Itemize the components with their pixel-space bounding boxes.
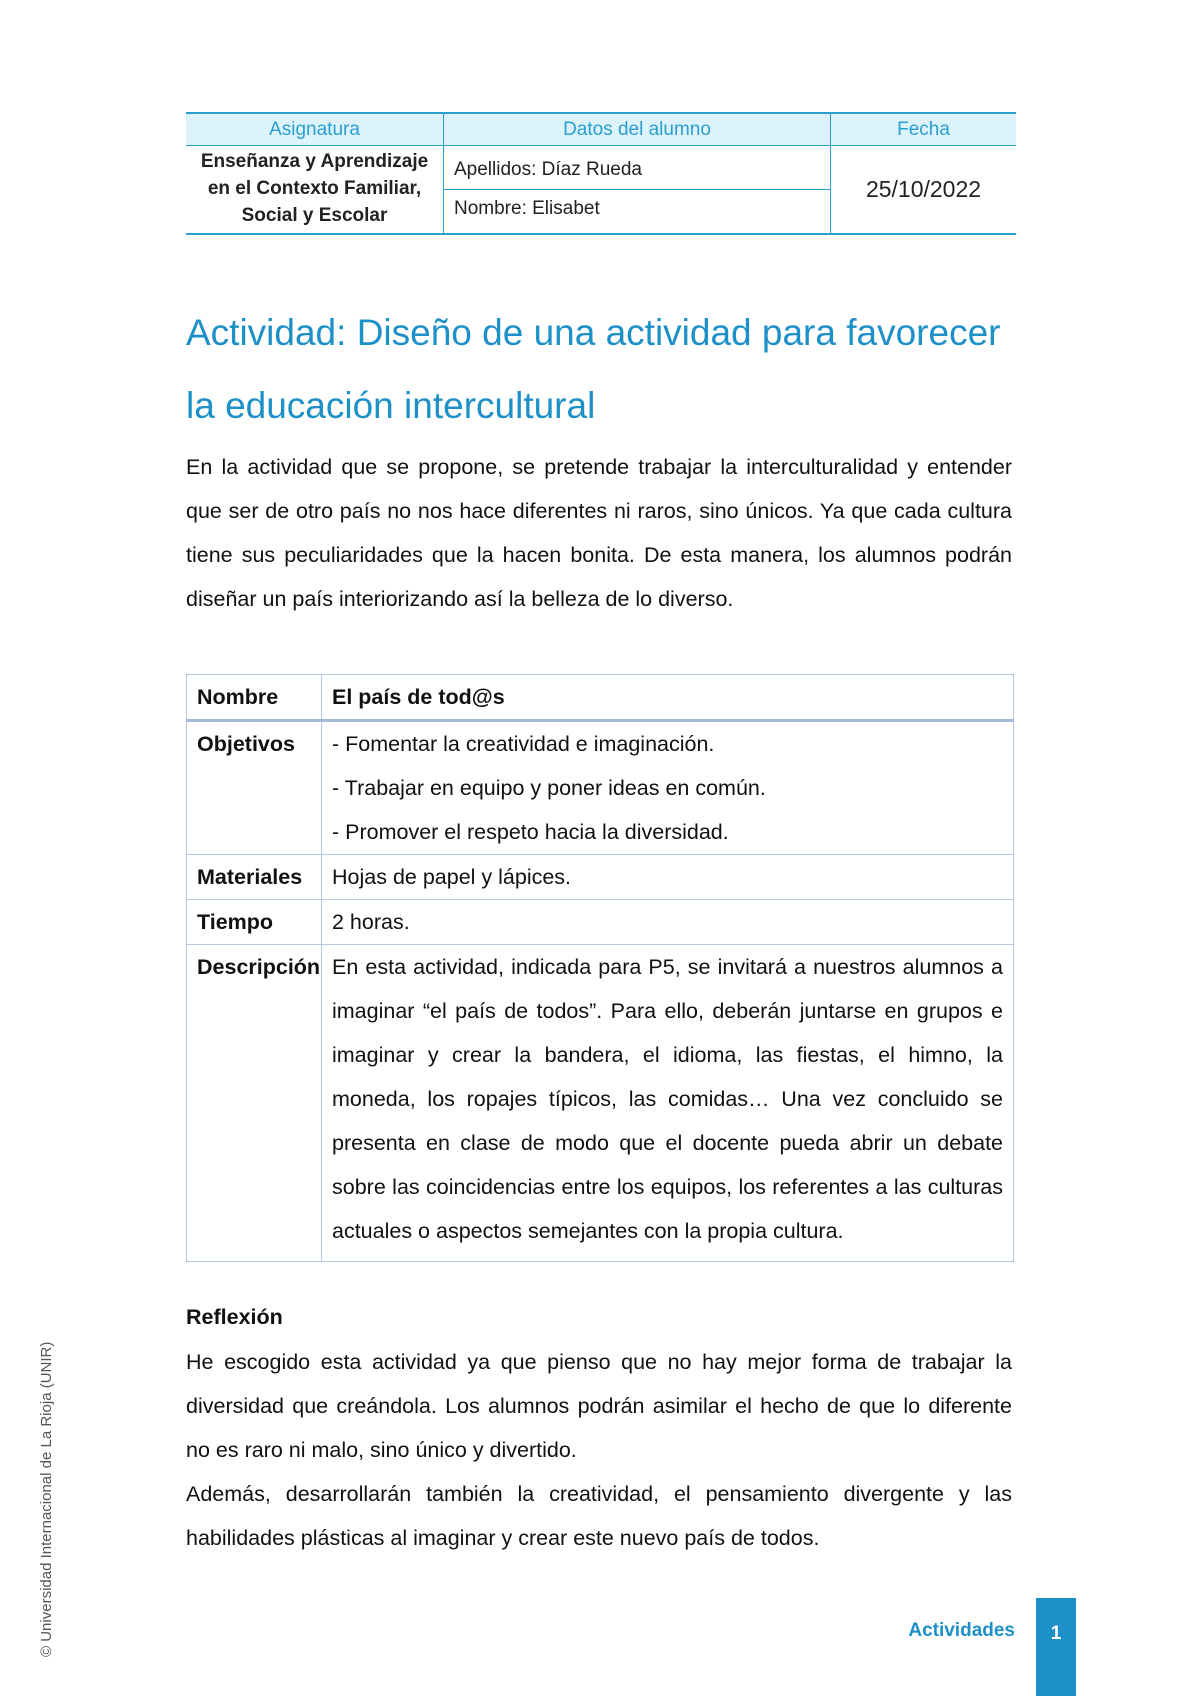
name-value: El país de tod@s — [322, 675, 1014, 721]
activity-table — [186, 674, 1014, 1262]
copyright-notice: © Universidad Internacional de La Rioja (UNIR) — [38, 1341, 55, 1657]
table-row — [187, 721, 1014, 855]
objective-item: - Promover el respeto hacia la diversidad. — [332, 820, 729, 844]
title-line-1: Actividad: Diseño de una actividad para favorecer — [186, 312, 1001, 353]
name-label: Nombre — [187, 675, 322, 721]
reflection-heading: Reflexión — [186, 1305, 283, 1329]
time-label: Tiempo — [187, 900, 322, 945]
objective-item: - Trabajar en equipo y poner ideas en común. — [332, 776, 766, 800]
subject-line-2: en el Contexto Familiar, — [207, 178, 422, 199]
objectives-label: Objetivos — [187, 721, 322, 855]
subject-line-1: Enseñanza y Aprendizaje — [200, 151, 429, 172]
header-subject-heading: Asignatura — [186, 113, 444, 146]
objective-item: - Fomentar la creatividad e imaginación. — [332, 732, 715, 756]
reflection-body — [186, 1340, 1012, 1560]
table-row — [187, 675, 1014, 721]
subject-name — [186, 146, 444, 235]
table-row — [187, 945, 1014, 1262]
header-date-heading: Fecha — [831, 113, 1017, 146]
footer-section-label: Actividades — [908, 1620, 1015, 1641]
page-title — [186, 296, 1026, 442]
objectives-list — [322, 721, 1014, 855]
page-number: 1 — [1036, 1598, 1076, 1696]
student-surname: Apellidos: Díaz Rueda — [444, 151, 830, 190]
student-name: Nombre: Elisabet — [454, 198, 600, 219]
table-row — [187, 900, 1014, 945]
table-row — [187, 855, 1014, 900]
document-date: 25/10/2022 — [831, 146, 1017, 235]
reflection-paragraph-2: Además, desarrollarán también la creatividad, el pensamiento divergente y las habilidades plásticas al imaginar y crear este nuevo país de todos. — [186, 1482, 1012, 1550]
description-label: Descripción — [187, 945, 322, 1262]
subject-line-3: Social y Escolar — [241, 205, 388, 226]
materials-value: Hojas de papel y lápices. — [322, 855, 1014, 900]
time-value: 2 horas. — [322, 900, 1014, 945]
intro-paragraph: En la actividad que se propone, se pretende trabajar la interculturalidad y entender que ser de otro país no nos hace diferentes ni raros, sino únicos. Ya que cada cultura tiene sus peculiaridades que la hacen bonita. De esta manera, los alumnos podrán diseñar un país interiorizando así la belleza de lo diverso. — [186, 455, 1012, 611]
student-data — [444, 146, 831, 235]
reflection-paragraph-1: He escogido esta actividad ya que pienso que no hay mejor forma de trabajar la diversidad que creándola. Los alumnos podrán asimilar el hecho de que lo diferente no es raro ni malo, sino único y divertido. — [186, 1350, 1012, 1462]
header-student-heading: Datos del alumno — [444, 113, 831, 146]
materials-label: Materiales — [187, 855, 322, 900]
header-table — [186, 112, 1016, 235]
description-value: En esta actividad, indicada para P5, se invitará a nuestros alumnos a imaginar “el país de todos”. Para ello, deberán juntarse en grupos e imaginar y crear la bandera, el idioma, las fiestas, el himno, la moneda, los ropajes típicos, las comidas… Una vez concluido se presenta en clase de modo que el docente pueda abrir un debate sobre las coincidencias entre los equipos, los referentes a las culturas actuales o aspectos semejantes con la propia cultura. — [322, 945, 1014, 1262]
title-line-2: la educación intercultural — [186, 385, 596, 426]
